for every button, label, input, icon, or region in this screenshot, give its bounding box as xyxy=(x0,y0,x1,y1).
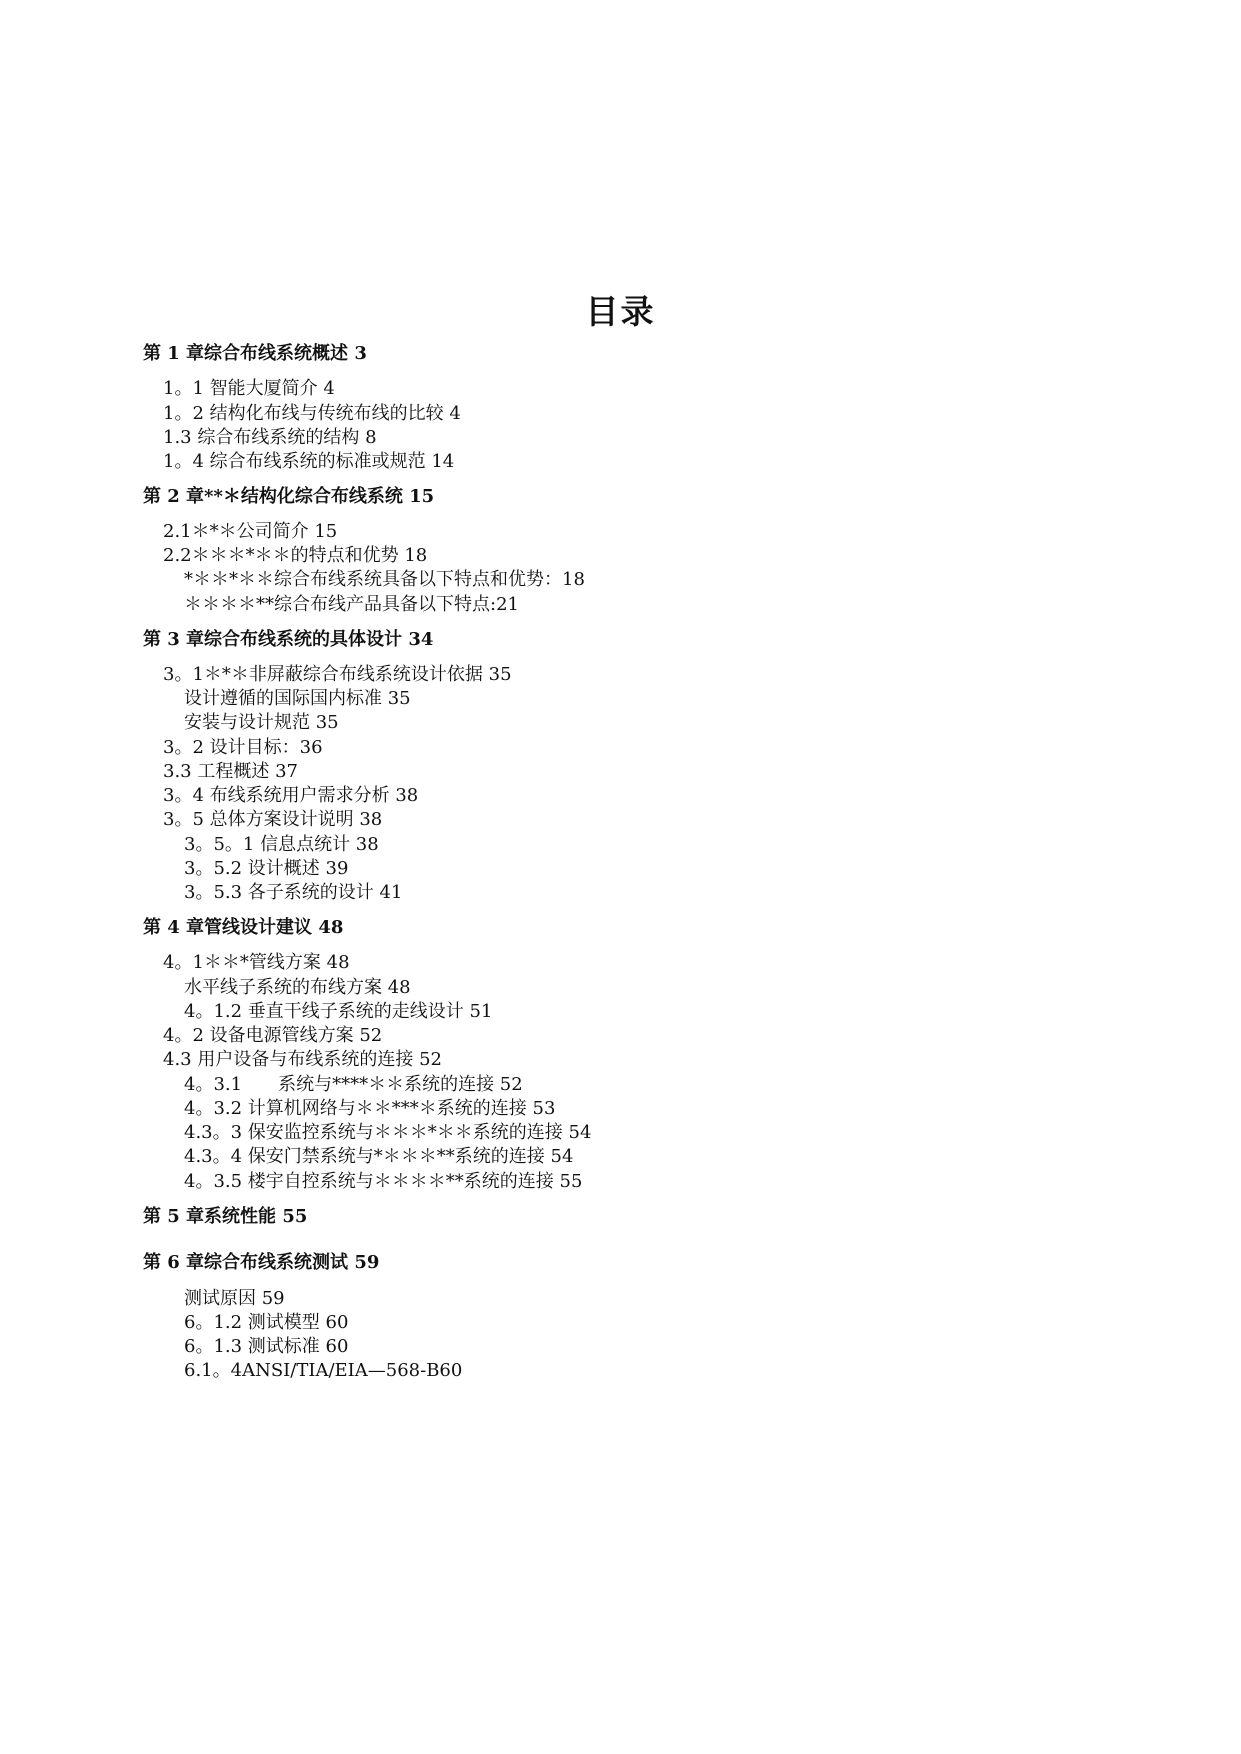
toc-entry[interactable]: 2.1＊*＊公司简介 15 xyxy=(163,521,338,542)
toc-entry[interactable]: 3。5 总体方案设计说明 38 xyxy=(163,809,383,830)
toc-entry[interactable]: 1。2 结构化布线与传统布线的比较 4 xyxy=(163,403,461,424)
toc-entry[interactable]: 2.2＊＊＊*＊＊的特点和优势 18 xyxy=(163,545,428,566)
toc-entry[interactable]: 1。4 综合布线系统的标准或规范 14 xyxy=(163,451,455,472)
toc-chapter-6[interactable]: 第 6 章综合布线系统测试 59 xyxy=(143,1252,380,1273)
toc-entry[interactable]: 水平线子系统的布线方案 48 xyxy=(184,977,411,998)
toc-entry[interactable]: 4。1＊＊*管线方案 48 xyxy=(163,952,350,973)
toc-entry[interactable]: 4.3。3 保安监控系统与＊＊＊*＊＊系统的连接 54 xyxy=(184,1122,592,1143)
toc-chapter-1[interactable]: 第 1 章综合布线系统概述 3 xyxy=(143,343,367,364)
toc-entry[interactable]: 4。3.2 计算机网络与＊＊***＊系统的连接 53 xyxy=(184,1098,556,1119)
toc-entry[interactable]: ＊＊＊＊**综合布线产品具备以下特点:21 xyxy=(184,594,519,615)
toc-entry[interactable]: 测试原因 59 xyxy=(184,1288,285,1309)
toc-entry[interactable]: 3。5.3 各子系统的设计 41 xyxy=(184,882,403,903)
toc-chapter-4[interactable]: 第 4 章管线设计建议 48 xyxy=(143,917,344,938)
page-title: 目录 xyxy=(585,292,656,331)
toc-entry[interactable]: 3。1＊*＊非屏蔽综合布线系统设计依据 35 xyxy=(163,664,512,685)
toc-chapter-5[interactable]: 第 5 章系统性能 55 xyxy=(143,1206,308,1227)
toc-entry[interactable]: 3。5。1 信息点统计 38 xyxy=(184,834,379,855)
toc-entry[interactable]: *＊＊*＊＊综合布线系统具备以下特点和优势：18 xyxy=(184,569,585,590)
toc-entry[interactable]: 安装与设计规范 35 xyxy=(184,712,339,733)
toc-entry[interactable]: 4。3.1 系统与****＊＊系统的连接 52 xyxy=(184,1074,523,1095)
toc-chapter-3[interactable]: 第 3 章综合布线系统的具体设计 34 xyxy=(143,629,434,650)
toc-entry[interactable]: 6。1.3 测试标准 60 xyxy=(184,1336,349,1357)
toc-chapter-2[interactable]: 第 2 章**＊结构化综合布线系统 15 xyxy=(143,486,435,507)
toc-entry[interactable]: 4.3 用户设备与布线系统的连接 52 xyxy=(163,1049,442,1070)
toc-entry[interactable]: 6.1。4ANSI/TIA/EIA—568-B60 xyxy=(184,1360,463,1381)
toc-entry[interactable]: 6。1.2 测试模型 60 xyxy=(184,1312,349,1333)
toc-entry[interactable]: 3.3 工程概述 37 xyxy=(163,761,298,782)
toc-entry[interactable]: 3。2 设计目标：36 xyxy=(163,737,323,758)
toc-entry[interactable]: 设计遵循的国际国内标准 35 xyxy=(184,688,411,709)
toc-entry[interactable]: 1.3 综合布线系统的结构 8 xyxy=(163,427,377,448)
toc-entry[interactable]: 3。5.2 设计概述 39 xyxy=(184,858,349,879)
toc-entry[interactable]: 4.3。4 保安门禁系统与*＊＊＊**系统的连接 54 xyxy=(184,1146,574,1167)
toc-entry[interactable]: 4。2 设备电源管线方案 52 xyxy=(163,1025,383,1046)
toc-entry[interactable]: 4。1.2 垂直干线子系统的走线设计 51 xyxy=(184,1001,493,1022)
toc-entry[interactable]: 4。3.5 楼宇自控系统与＊＊＊＊**系统的连接 55 xyxy=(184,1171,583,1192)
toc-entry[interactable]: 3。4 布线系统用户需求分析 38 xyxy=(163,785,419,806)
toc-entry[interactable]: 1。1 智能大厦简介 4 xyxy=(163,378,335,399)
